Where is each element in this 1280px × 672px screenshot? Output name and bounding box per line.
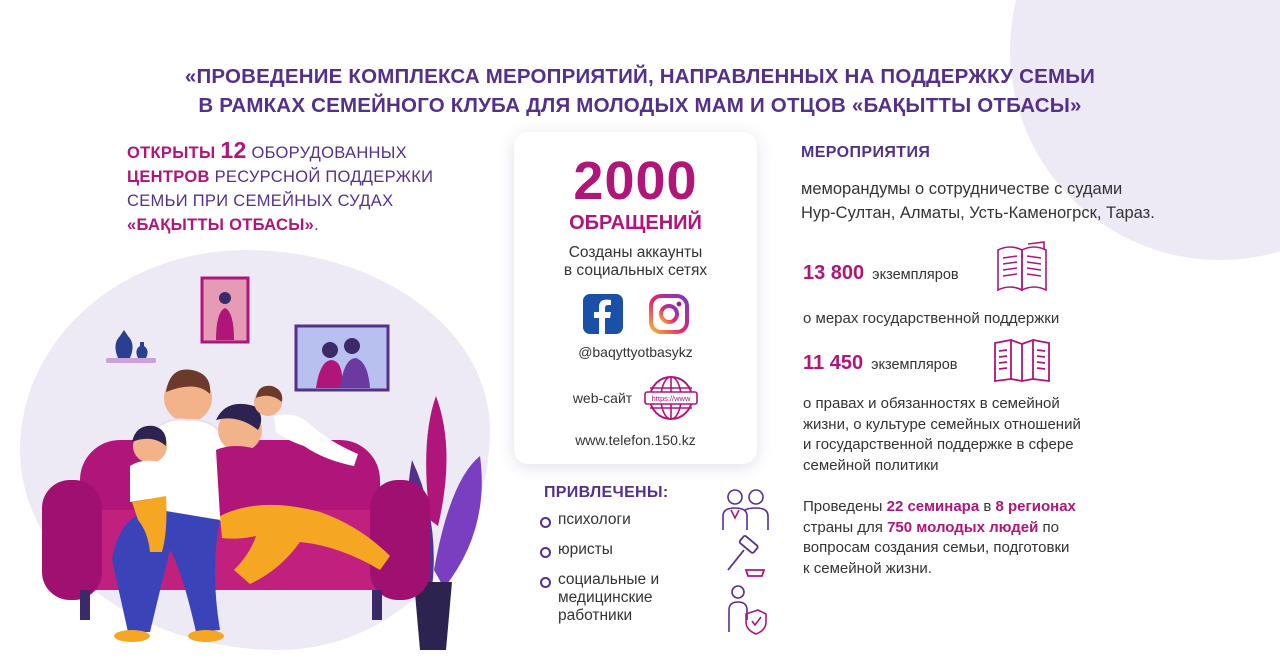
website-url[interactable]: www.telefon.150.kz (575, 432, 696, 448)
centers-rest-2: СЕМЬИ ПРИ СЕМЕЙНЫХ СУДАХ (127, 192, 394, 210)
seminars-line-2 (803, 518, 1183, 539)
title-line-2: В РАМКАХ СЕМЕЙНОГО КЛУБА ДЛЯ МОЛОДЫХ МАМ И ОТЦОВ «БАҚЫТТЫ ОТБАСЫ» (198, 94, 1082, 117)
list-item-psychologists: психологи (540, 511, 659, 529)
appeals-label: ОБРАЩЕНИЙ (569, 212, 702, 234)
memorandums-line-1: меморандумы о сотрудничестве с судами (801, 180, 1123, 198)
appeals-card (514, 132, 757, 464)
memorandums-text (801, 177, 1241, 225)
list-item-social-workers (540, 571, 659, 625)
centers-rest-1: РЕСУРСНОЙ ПОДДЕРЖКИ (214, 168, 434, 186)
globe-icon (644, 374, 698, 422)
period: . (314, 216, 320, 234)
stat-copies-1-number: 13 800 (803, 262, 865, 284)
shelf (106, 358, 156, 363)
website-label: web-сайт (572, 390, 633, 406)
centers-count: 12 (220, 137, 247, 163)
young-people-count: 750 молодых людей (887, 518, 1039, 536)
stat-copies-1-description: о мерах государственной поддержки (803, 310, 1060, 327)
memorandums-line-2: Нур-Султан, Алматы, Усть-Каменогрск, Тараз. (801, 204, 1155, 222)
word-open: ОТКРЫТЫ (127, 144, 216, 162)
attracted-list (540, 509, 659, 625)
website-row (514, 374, 757, 422)
stat-copies-2-description (803, 394, 1183, 476)
family-illustration (20, 270, 500, 660)
seminars-line-4: к семейной жизни. (803, 559, 932, 577)
stat-copies-2 (803, 352, 958, 375)
social-handle[interactable]: @baqyttyotbasykz (578, 344, 693, 360)
vase-icon (115, 330, 132, 358)
open-book-icon (994, 240, 1050, 296)
globe-url-text: https://www (651, 394, 691, 403)
stat-copies-1-unit: экземпляров (872, 267, 959, 283)
appeals-count: 2000 (573, 151, 698, 211)
social-icons (514, 294, 757, 334)
social-workers-line-3: работники (558, 607, 633, 624)
stat-copies-2-desc-line-2: жизни, о культуре семейных отношений (803, 415, 1081, 433)
social-worker-icon (729, 586, 766, 634)
vase-small-icon (136, 342, 147, 358)
stat-copies-2-number: 11 450 (803, 352, 864, 374)
seminars-line-3: вопросам создания семьи, подготовки (803, 539, 1070, 556)
stat-copies-2-unit: экземпляров (871, 357, 958, 373)
stat-copies-1 (803, 262, 959, 285)
attracted-icons (718, 486, 778, 636)
title-line-1: «ПРОВЕДЕНИЕ КОМПЛЕКСА МЕРОПРИЯТИЙ, НАПРАВЛЕННЫХ НА ПОДДЕРЖКУ СЕМЬИ (184, 65, 1096, 88)
gavel-icon (728, 535, 764, 576)
accounts-line-1: Созданы аккаунты (568, 244, 703, 261)
seminars-text (803, 497, 1183, 579)
seminars-text-2: в (979, 498, 996, 515)
brochure-icon (992, 337, 1052, 383)
accounts-text (514, 244, 757, 280)
seminars-text-3: страны для (803, 518, 888, 536)
word-equipped: ОБОРУДОВАННЫХ (251, 144, 407, 162)
word-centers: ЦЕНТРОВ (127, 168, 210, 186)
seminars-count: 22 семинара (886, 498, 980, 515)
page-title (60, 62, 1220, 120)
seminars-line-1 (803, 497, 1183, 518)
stat-copies-2-desc-line-3: и государственной поддержке в сфере (803, 436, 1074, 453)
list-item-lawyers: юристы (540, 541, 659, 559)
accounts-line-2: в социальных сетях (563, 262, 708, 279)
psychologists-icon (723, 490, 768, 530)
club-name: «БАҚЫТТЫ ОТБАСЫ» (127, 216, 315, 234)
instagram-icon[interactable] (649, 294, 689, 334)
stat-copies-2-desc-line-4: семейной политики (803, 456, 939, 474)
stat-copies-2-desc-line-1: о правах и обязанностях в семейной (803, 395, 1060, 412)
social-workers-line-1: социальные и (558, 571, 660, 588)
regions-count: 8 регионах (995, 498, 1076, 515)
events-title: МЕРОПРИЯТИЯ (801, 144, 931, 161)
social-workers-line-2: медицинские (558, 589, 653, 606)
attracted-title: ПРИВЛЕЧЕНЫ: (544, 484, 669, 501)
seminars-text-1: Проведены (803, 498, 887, 515)
facebook-icon[interactable] (583, 294, 623, 334)
seminars-text-4: по (1038, 518, 1059, 536)
centers-opened-text (127, 138, 487, 237)
